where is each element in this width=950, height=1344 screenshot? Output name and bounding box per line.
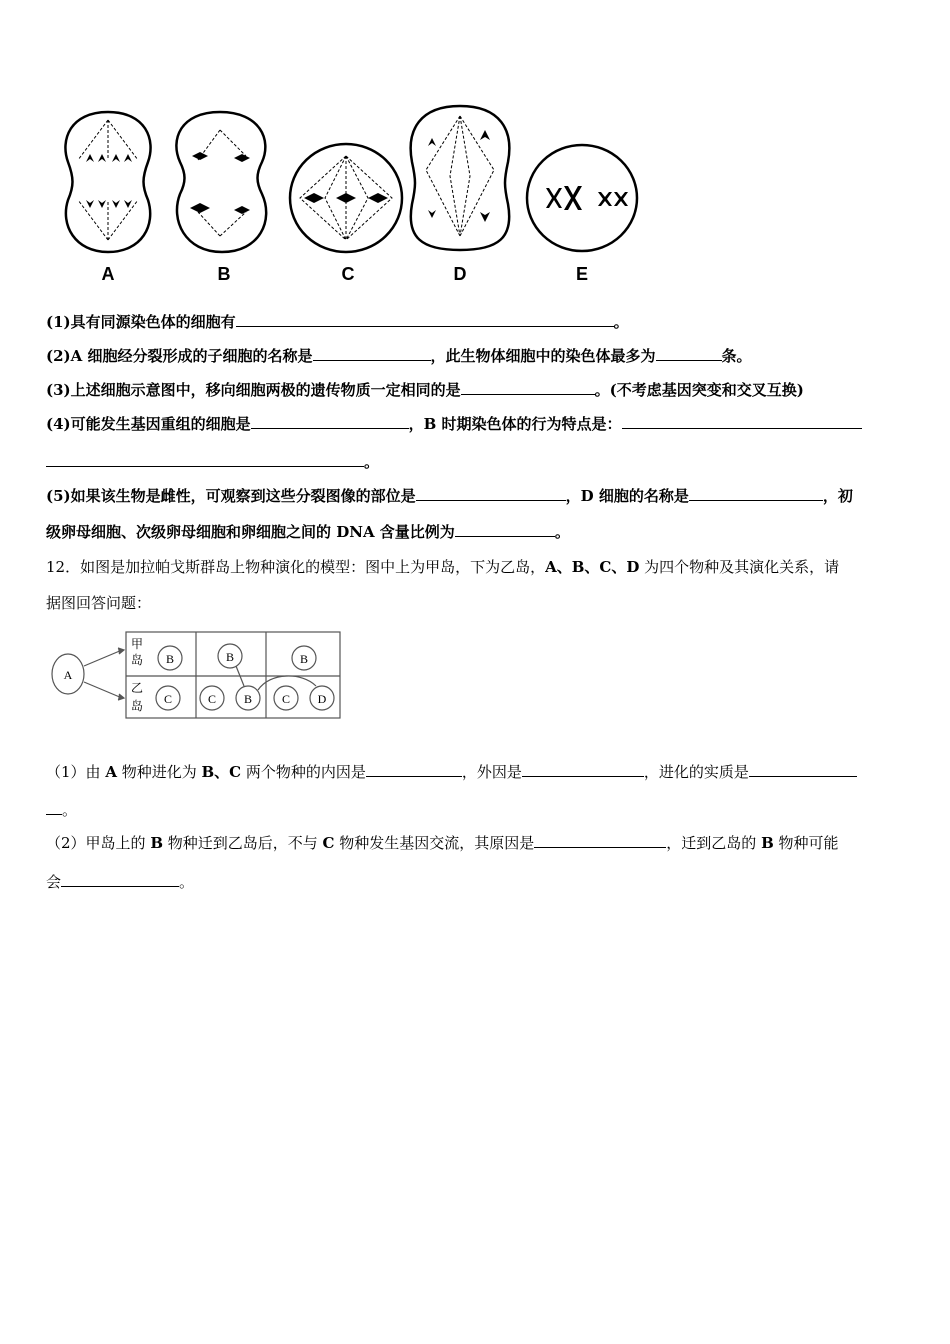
island-evolution-figure [46,628,346,724]
q11-part4: (4)可能发生基因重组的细胞是 ，B 时期染色体的行为特点是： [46,414,862,434]
label-a: A [101,264,115,284]
answer-blank[interactable] [622,414,862,429]
label-b: B [217,264,231,284]
svg-text:乙: 乙 [130,681,144,695]
label-d: D [453,264,467,284]
q12-intro: 12．如图是加拉帕戈斯群岛上物种演化的模型：图中上为甲岛，下为乙岛，A、B、C、D 为四个物种及其演化关系，请 [46,558,840,576]
label-e: E [575,264,589,284]
answer-blank[interactable] [313,346,431,361]
label-c: C [341,264,355,284]
q11-part4-cont: 。 [46,452,379,472]
q12-part1-cont: 。 [46,800,77,820]
svg-text:B: B [165,652,175,666]
answer-blank[interactable] [46,452,364,467]
cell-b-outline [176,112,266,252]
answer-blank[interactable] [251,414,409,429]
svg-text:B: B [225,650,235,664]
q11-part3: (3)上述细胞示意图中，移向细胞两极的遗传物质一定相同的是 。(不考虑基因突变和交叉互换) [46,381,804,399]
cell-division-figure [50,100,650,290]
svg-text:B: B [243,692,253,706]
answer-blank[interactable] [46,800,62,815]
q12-part2: （2）甲岛上的 B 物种迁到乙岛后，不与 C 物种发生基因交流，其原因是 ，迁到乙岛的 B 物种可能 [46,834,839,852]
svg-text:D: D [317,692,327,706]
q11-part5-cont: 级卵母细胞、次级卵母细胞和卵细胞之间的 DNA 含量比例为 。 [46,523,570,541]
svg-text:甲: 甲 [130,637,144,651]
svg-text:B: B [299,652,309,666]
q12-intro-cont: 据图回答问题： [46,594,152,612]
svg-text:C: C [207,692,217,706]
answer-blank[interactable] [416,486,566,501]
svg-text:A: A [63,668,73,682]
svg-text:C: C [163,692,173,706]
answer-blank[interactable] [656,346,722,361]
q12-part1: （1）由 A 物种进化为 B、C 两个物种的内因是 ，外因是 ，进化的实质是 [46,762,857,782]
answer-blank[interactable] [366,762,462,777]
svg-text:岛: 岛 [130,653,144,667]
q11-part5: (5)如果该生物是雌性，可观察到这些分裂图像的部位是 ，D 细胞的名称是 ，初 [46,487,853,505]
cell-d-outline [411,106,510,250]
answer-blank[interactable] [534,833,666,848]
q11-part1: (1)具有同源染色体的细胞有 。 [46,313,629,331]
answer-blank[interactable] [461,380,595,395]
svg-text:岛: 岛 [130,699,144,713]
answer-blank[interactable] [61,872,179,887]
svg-text:C: C [281,692,291,706]
answer-blank[interactable] [522,762,644,777]
q12-part2-cont: 会 。 [46,873,195,891]
answer-blank[interactable] [749,762,857,777]
q11-part2: (2)A 细胞经分裂形成的子细胞的名称是 ，此生物体细胞中的染色体最多为 条。 [46,347,752,365]
answer-blank[interactable] [689,486,823,501]
answer-blank[interactable] [236,312,614,327]
answer-blank[interactable] [455,522,555,537]
